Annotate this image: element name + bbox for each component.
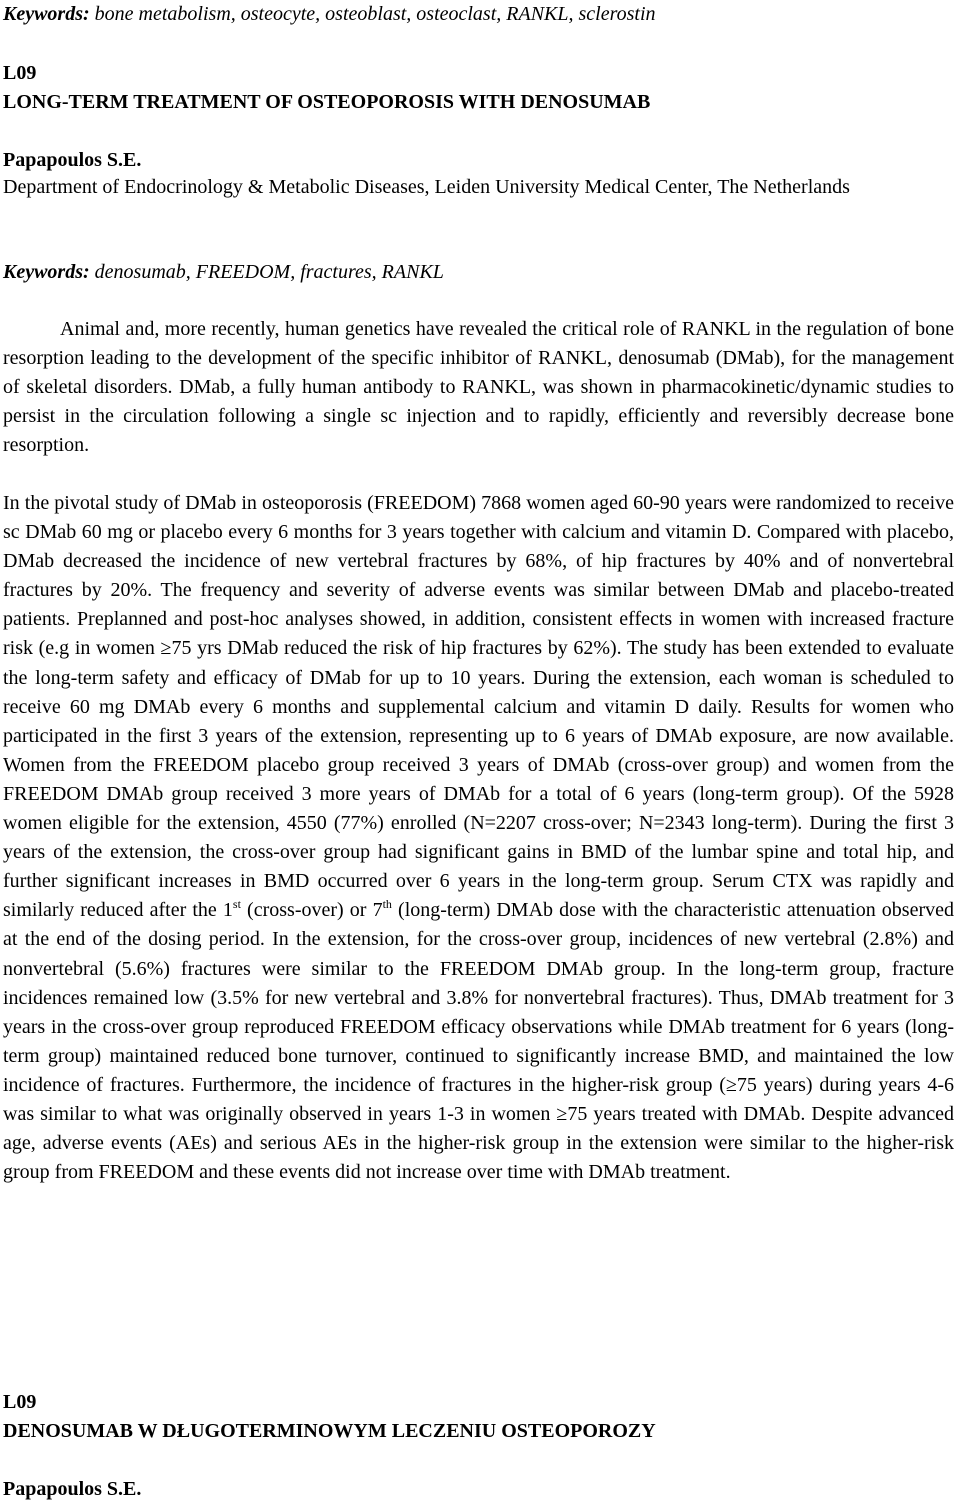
paragraph-results-part-2: (cross-over) or 7: [240, 899, 383, 922]
keywords-line: [3, 260, 444, 284]
paragraph-results: [3, 489, 954, 1187]
affiliation: Department of Endocrinology & Metabolic Diseases, Leiden University Medical Center, The Netherlands: [3, 176, 850, 198]
paragraph-results-part-1: In the pivotal study of DMab in osteoporosis (FREEDOM) 7868 women aged 60-90 years were randomized to receive sc DMab 60 mg or placebo every 6 months for 3 years together with calcium and vitamin D. Compared with placebo, DMab decreased the incidence of new vertebral fractures by 68%, of hip fractures by 40% and of nonvertebral fractures by 20%. The frequency and severity of adverse events was similar between DMab and placebo-treated patients. Preplanned and post-hoc analyses showed, in addition, consistent effects in women with increased fracture risk (e.g in women ≥75 yrs DMab reduced the risk of hip fractures by 62%). The study has been extended to evaluate the long-term safety and efficacy of DMab for up to 10 years. During the extension, each woman is scheduled to receive 60 mg DMAb every 6 months and supplemental calcium and vitamin D daily. Results for women who participated in the first 3 years of the extension, representing up to 6 years of DMAb exposure, are now available. Women from the FREEDOM placebo group received 3 years of DMAb (cross-over group) and women from the FREEDOM DMAb group received 3 more years of DMAb for a total of 6 years (long-term group). Of the 5928 women eligible for the extension, 4550 (77%) enrolled (N=2207 cross-over; N=2343 long-term). During the first 3 years of the extension, the cross-over group had significant gains in BMD of the lumbar spine and total hip, and further significant increases in BMD occurred over 6 years in the long-term group. Serum CTX was rapidly and similarly reduced after the 1: [3, 492, 954, 922]
abstract-code: L09: [3, 62, 37, 84]
paragraph-intro: [3, 315, 954, 460]
superscript-st: st: [232, 897, 241, 912]
superscript-th: th: [382, 897, 392, 912]
abstract-pl-author: Papapoulos S.E.: [3, 1478, 142, 1500]
prev-keywords-text: bone metabolism, osteocyte, osteoblast, osteoclast, RANKL, sclerostin: [89, 3, 656, 25]
paragraph-intro-text: Animal and, more recently, human genetics have revealed the critical role of RANKL in the regulation of bone resorption leading to the development of the specific inhibitor of RANKL, denosumab (DMab), for the management of skeletal disorders. DMab, a fully human antibody to RANKL, was shown in pharmacokinetic/dynamic studies to persist in the circulation following a single sc injection and to rapidly, efficiently and reversibly decrease bone resorption.: [3, 318, 954, 457]
prev-keywords-label: Keywords:: [3, 3, 90, 25]
paragraph-results-part-3: (long-term) DMAb dose with the characteristic attenuation observed at the end of the dosing period. In the extension, for the cross-over group, incidences of new vertebral (2.8%) and nonvertebral (5.6%) fractures were similar to the FREEDOM DMAb group. In the long-term group, fracture incidences remained low (3.5% for new vertebral and 3.8% for nonvertebral fractures). Thus, DMAb treatment for 3 years in the cross-over group reproduced FREEDOM efficacy observations while DMAb treatment for 6 years (long-term group) maintained reduced bone turnover, continued to significantly increase BMD, and maintained the low incidence of fractures. Furthermore, the incidence of fractures in the higher-risk group (≥75 years) during years 4-6 was similar to what was originally observed in years 1-3 in women ≥75 years treated with DMAb. Despite advanced age, adverse events (AEs) and serious AEs in the higher-risk group in the extension were similar to the higher-risk group from FREEDOM and these events did not increase over time with DMAb treatment.: [3, 899, 955, 1184]
prev-keywords-line: [3, 2, 656, 26]
keywords-label: Keywords:: [3, 261, 90, 283]
keywords-text: denosumab, FREEDOM, fractures, RANKL: [89, 261, 444, 283]
author: Papapoulos S.E.: [3, 149, 142, 171]
abstract-title: LONG-TERM TREATMENT OF OSTEOPOROSIS WITH DENOSUMAB: [3, 91, 651, 113]
abstract-pl-code: L09: [3, 1391, 37, 1413]
abstract-pl-title: DENOSUMAB W DŁUGOTERMINOWYM LECZENIU OSTEOPOROZY: [3, 1420, 656, 1442]
